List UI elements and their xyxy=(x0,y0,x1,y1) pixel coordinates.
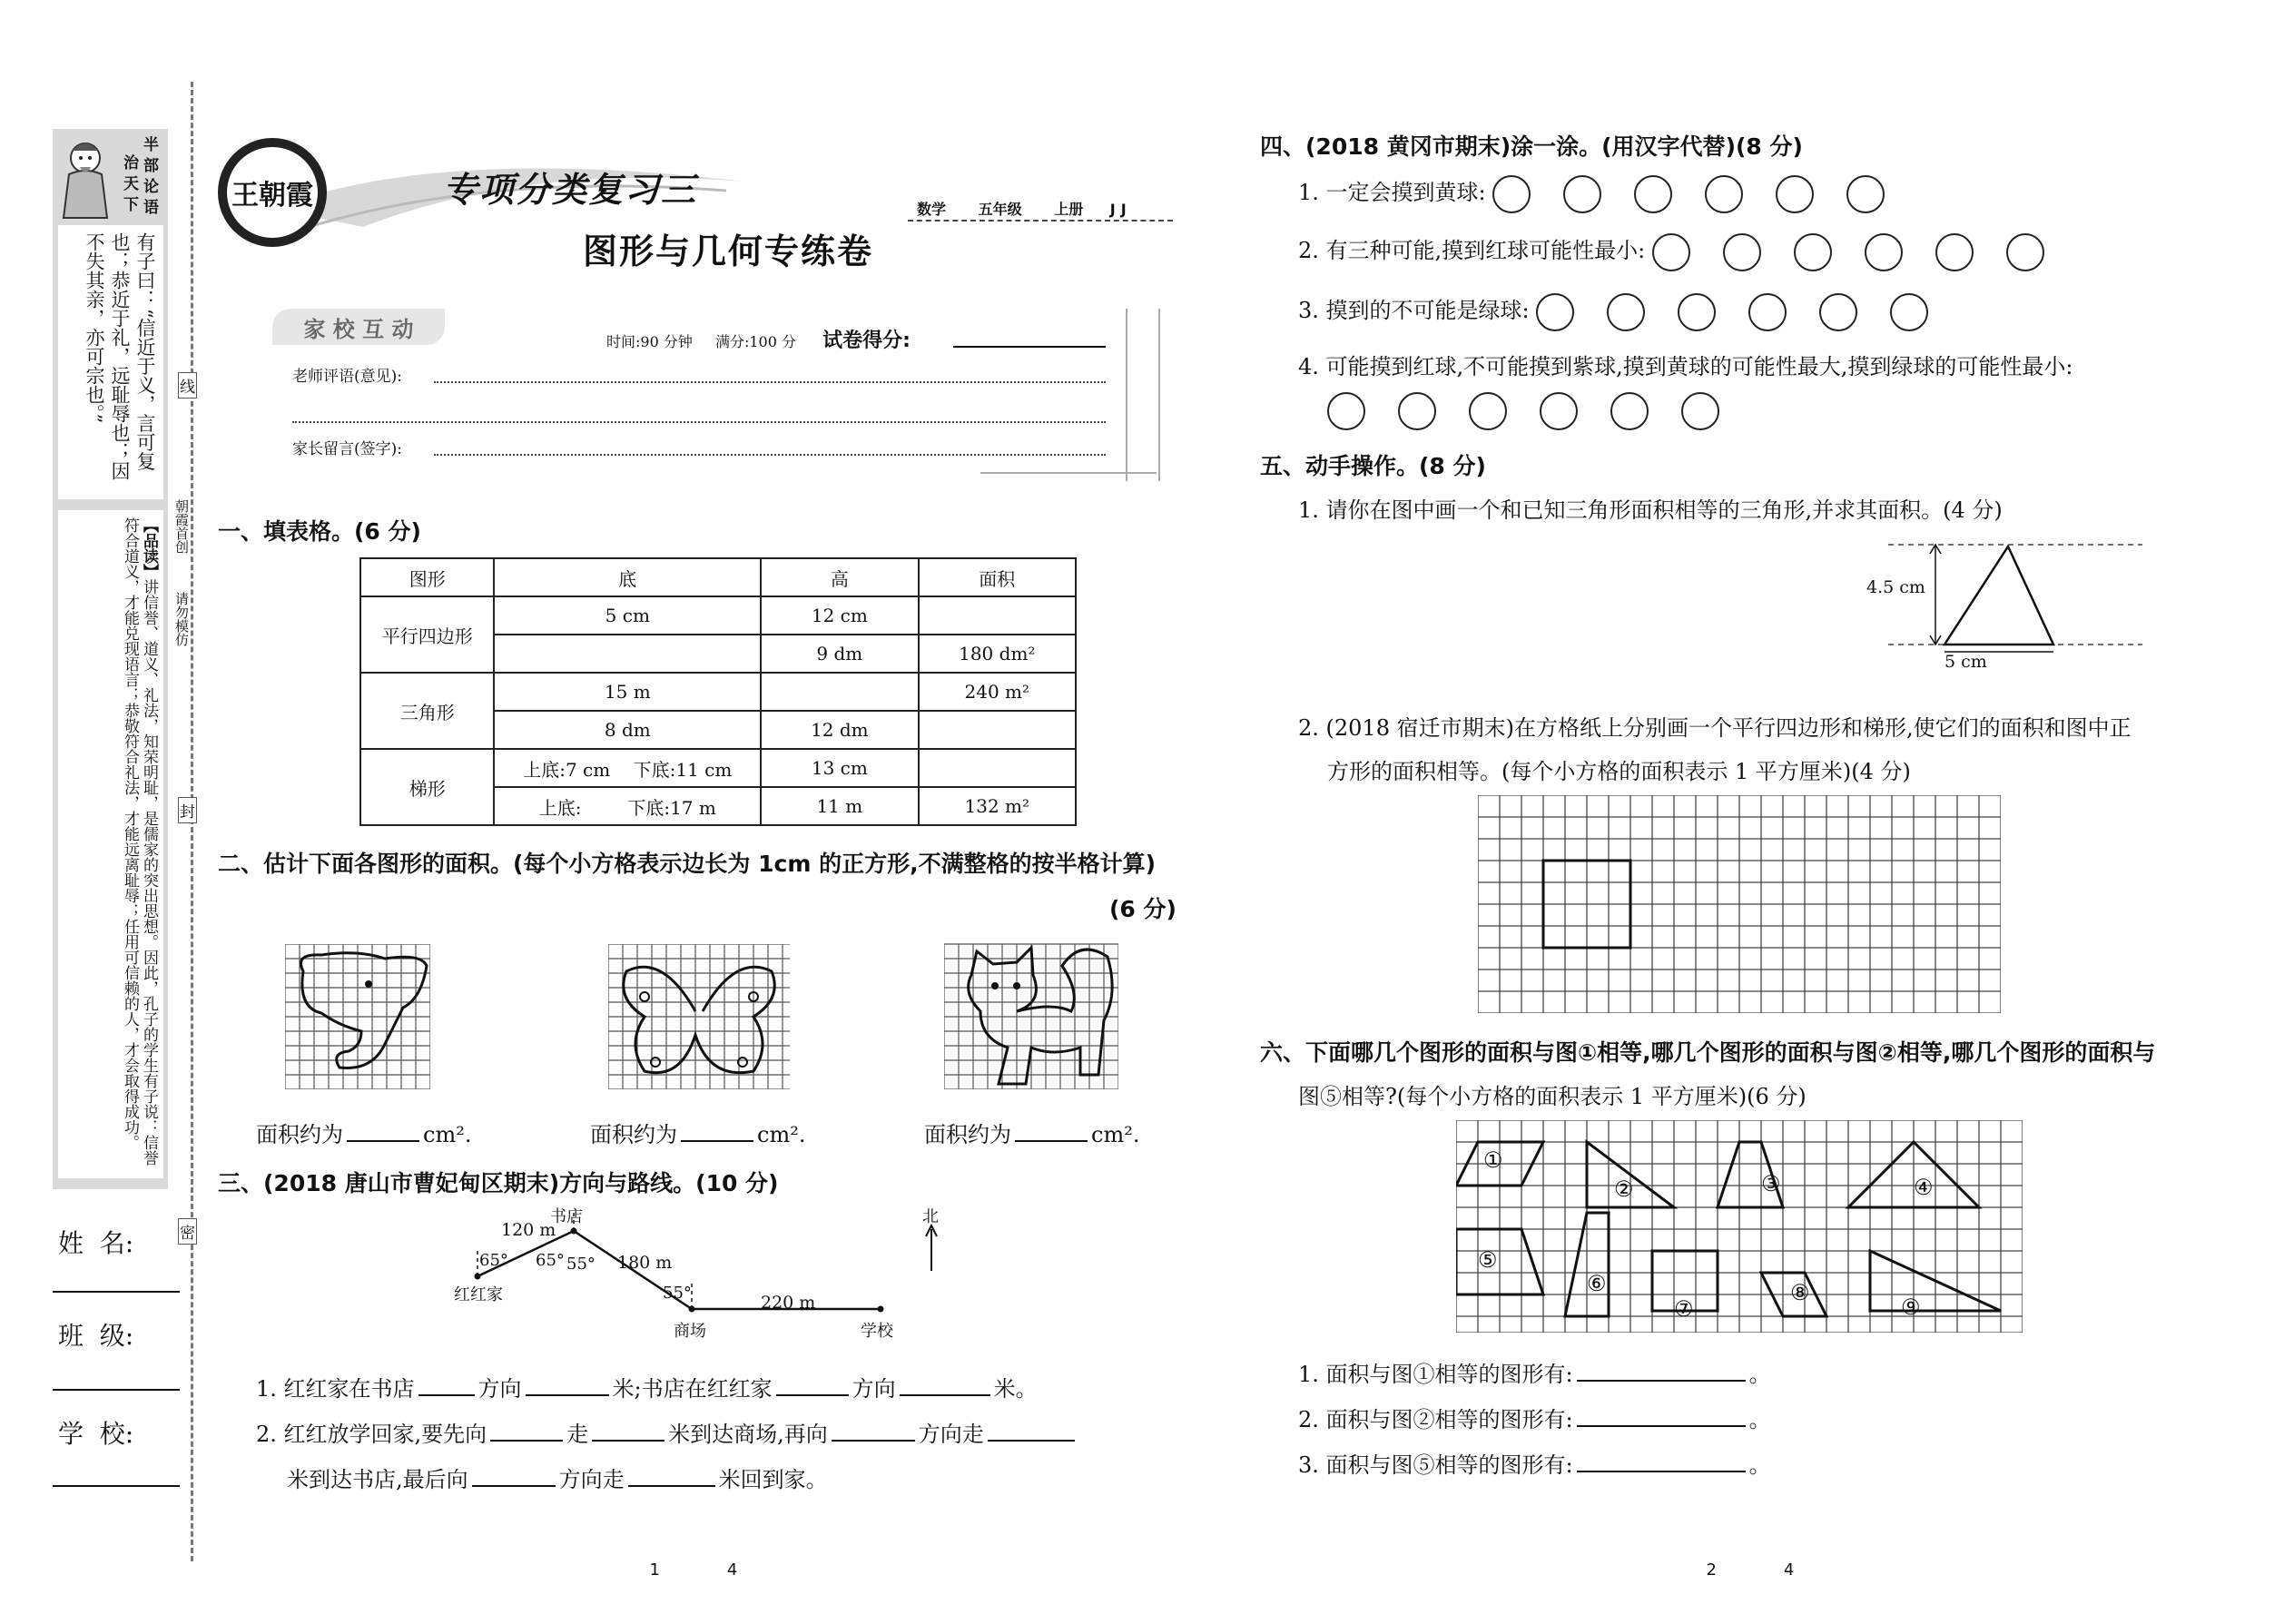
map-angle-1: 65° xyxy=(479,1251,508,1270)
shape-label-7: ⑦ xyxy=(1674,1296,1694,1322)
school-label: 学 校: xyxy=(58,1419,134,1449)
shapes-grid xyxy=(1456,1120,2023,1333)
ball[interactable] xyxy=(1723,233,1761,271)
q2-part-1: 2. 红红放学回家,要先向 xyxy=(256,1422,487,1447)
section5-heading: 五、动手操作。(8 分) xyxy=(1260,453,1486,479)
sidebar-quote xyxy=(64,232,158,496)
q1-part-4: 方向 xyxy=(852,1376,896,1402)
sidebar-pindu xyxy=(64,517,158,1171)
answer-unit: cm². xyxy=(1091,1122,1140,1147)
home-school-label: 家 校 互 动 xyxy=(303,315,414,342)
ball[interactable] xyxy=(1819,293,1857,331)
answer-unit: cm². xyxy=(757,1122,806,1147)
shape-label-4: ④ xyxy=(1914,1175,1934,1200)
q2-part-3: 米到达商场,再向 xyxy=(668,1422,828,1447)
sidebar-motto-1: 半部论语 xyxy=(140,136,158,220)
map-distance-3: 220 m xyxy=(761,1293,816,1313)
ball[interactable] xyxy=(1794,233,1832,271)
square-grid[interactable] xyxy=(1478,795,2001,1013)
q2-part-6: 方向走 xyxy=(558,1467,625,1492)
ball[interactable] xyxy=(1492,175,1531,213)
shape-label-5: ⑤ xyxy=(1478,1247,1498,1273)
ball[interactable] xyxy=(1681,392,1719,430)
school-input-line[interactable] xyxy=(53,1485,180,1487)
butterfly-grid xyxy=(608,944,790,1089)
answer-1-text: 1. 面积与图①相等的图形有: xyxy=(1298,1362,1573,1387)
header-frame-right xyxy=(1126,309,1160,481)
answer-unit: cm². xyxy=(423,1122,472,1147)
header-meta xyxy=(917,198,1132,219)
section5-q2a: 2. (2018 宿迁市期末)在方格纸上分别画一个平行四边形和梯形,使它们的面积和图中正 xyxy=(1298,715,2132,741)
table-row xyxy=(360,596,1076,635)
ball[interactable] xyxy=(1563,175,1601,213)
sidebar-quote-text: 有子曰：“信近于义，言可复也；恭近于礼，远耻辱也；因不失其亲，亦可宗也。” xyxy=(84,232,156,480)
ball[interactable] xyxy=(1776,175,1814,213)
triangle-height-label: 4.5 cm xyxy=(1866,577,1925,597)
table-cell[interactable]: 15 m xyxy=(494,673,761,711)
ball[interactable] xyxy=(1327,392,1365,430)
section4-item-4-balls xyxy=(1327,392,1752,430)
footer-left xyxy=(639,1541,737,1580)
map-distance-2: 180 m xyxy=(617,1253,673,1273)
ball[interactable] xyxy=(1935,233,1974,271)
ball[interactable] xyxy=(1536,293,1574,331)
map-home: 红红家 xyxy=(454,1285,503,1304)
shape-label-6: ⑥ xyxy=(1587,1271,1607,1296)
map-north: 北 xyxy=(922,1207,939,1226)
sidebar-motto-2: 治天下 xyxy=(120,154,138,217)
table-shape-cell: 梯形 xyxy=(360,749,494,825)
table-cell[interactable]: 11 m xyxy=(761,787,918,825)
footer-right-page: 2 xyxy=(1706,1560,1717,1580)
footer-left-total: 4 xyxy=(726,1560,738,1580)
section5-q1: 1. 请你在图中画一个和已知三角形面积相等的三角形,并求其面积。(4 分) xyxy=(1298,497,2003,523)
q1-part-5: 米。 xyxy=(993,1376,1038,1402)
exam-score-label: 试卷得分: xyxy=(822,330,911,352)
cat-answer xyxy=(924,1117,1139,1148)
meta-subject: 数学 xyxy=(917,201,947,218)
table-header: 图形 xyxy=(360,558,494,596)
class-label: 班 级: xyxy=(58,1321,134,1351)
table-cell[interactable] xyxy=(761,673,918,711)
section6-answer-1 xyxy=(1298,1356,1771,1388)
class-input-line[interactable] xyxy=(53,1389,180,1391)
elephant-drawing xyxy=(301,953,428,1068)
ball[interactable] xyxy=(1705,175,1743,213)
table-shape-cell: 三角形 xyxy=(360,673,494,749)
table-cell[interactable]: 180 dm² xyxy=(919,635,1076,673)
table-cell[interactable]: 240 m² xyxy=(919,673,1076,711)
section6-heading-a: 六、下面哪几个图形的面积与图①相等,哪几个图形的面积与图②相等,哪几个图形的面积与 xyxy=(1260,1039,2156,1066)
butterfly-answer xyxy=(590,1117,805,1148)
cut-mark-1: 线 xyxy=(178,372,197,399)
item-text: 2. 有三种可能,摸到红球可能性最小: xyxy=(1298,238,1646,263)
table-cell[interactable]: 5 cm xyxy=(494,596,761,635)
table-cell[interactable]: 12 dm xyxy=(761,711,918,749)
map-angle-3: 55° xyxy=(566,1255,596,1274)
q2-part-5: 米到达书店,最后向 xyxy=(287,1467,468,1492)
answer-prefix: 面积约为 xyxy=(924,1122,1011,1147)
sidebar-pindu-label: 【品读】 xyxy=(140,517,158,579)
table-header: 高 xyxy=(761,558,918,596)
q2-part-7: 米回到家。 xyxy=(718,1467,828,1492)
map-angle-4: 55° xyxy=(663,1284,692,1303)
ball[interactable] xyxy=(1678,293,1716,331)
ball[interactable] xyxy=(1865,233,1903,271)
q2-part-4: 方向走 xyxy=(918,1422,984,1447)
map-distance-1: 120 m xyxy=(501,1220,556,1240)
cat-grid xyxy=(944,939,1118,1089)
table-cell[interactable]: 12 cm xyxy=(761,596,918,635)
teacher-comment-label: 老师评语(意见): xyxy=(292,368,402,386)
elephant-grid xyxy=(285,944,430,1089)
q1-part-2: 方向 xyxy=(478,1376,522,1402)
answer-2-text: 2. 面积与图②相等的图形有: xyxy=(1298,1407,1573,1432)
section4-item-3 xyxy=(1298,292,1961,331)
map-bookstore: 书店 xyxy=(550,1207,583,1226)
section4-heading: 四、(2018 黄冈市期末)涂一涂。(用汉字代替)(8 分) xyxy=(1260,133,1803,160)
q1-blank-2[interactable] xyxy=(526,1373,609,1396)
table-header: 底 xyxy=(494,558,761,596)
cut-mark-3: 密 xyxy=(178,1218,197,1245)
parent-message-label: 家长留言(签字): xyxy=(292,440,402,458)
footer-left-page: 1 xyxy=(649,1560,660,1580)
shape-label-9: ⑨ xyxy=(1901,1294,1921,1320)
table-header: 面积 xyxy=(919,558,1076,596)
answer-prefix: 面积约为 xyxy=(590,1122,677,1147)
section3-heading: 三、(2018 唐山市曹妃甸区期末)方向与路线。(10 分) xyxy=(218,1170,779,1196)
answer-3-blank[interactable] xyxy=(1577,1449,1746,1472)
item-text: 3. 摸到的不可能是绿球: xyxy=(1298,298,1530,323)
table-header-row xyxy=(360,558,1076,596)
brand-name: 王朝霞 xyxy=(231,180,313,212)
ball[interactable] xyxy=(1634,175,1672,213)
triangle-base-label: 5 cm xyxy=(1944,652,1987,672)
section3-q2a xyxy=(256,1416,1078,1448)
section4-item-2 xyxy=(1298,232,2077,271)
elephant-answer-blank[interactable] xyxy=(347,1118,419,1142)
section3-q2b xyxy=(287,1462,828,1493)
home-school-badge xyxy=(272,309,445,345)
q2-blank-3[interactable] xyxy=(832,1418,915,1442)
section4-item-1 xyxy=(1298,174,1917,213)
copyright-1: 朝霞首创 xyxy=(173,499,190,554)
table-row xyxy=(360,673,1076,711)
table-cell[interactable]: 132 m² xyxy=(919,787,1076,825)
cat-drawing xyxy=(969,948,1112,1084)
cat-answer-blank[interactable] xyxy=(1015,1118,1088,1142)
ball[interactable] xyxy=(1540,392,1578,430)
q1-blank-1[interactable] xyxy=(418,1373,475,1396)
meta-term: 上册 xyxy=(1054,201,1084,218)
shape-label-3: ③ xyxy=(1761,1171,1781,1196)
section2-heading: 二、估计下面各图形的面积。(每个小方格表示边长为 1cm 的正方形,不满整格的按半格计算) xyxy=(218,851,1157,877)
q2-part-2: 走 xyxy=(566,1422,589,1447)
table-row xyxy=(360,749,1076,787)
table-shape-cell: 平行四边形 xyxy=(360,596,494,673)
section5-q2b: 方形的面积相等。(每个小方格的面积表示 1 平方厘米)(4 分) xyxy=(1327,759,1911,784)
table-cell[interactable]: 13 cm xyxy=(761,749,918,787)
name-label: 姓 名: xyxy=(58,1228,134,1258)
footer-right-total: 4 xyxy=(1783,1560,1795,1580)
meta-underline xyxy=(908,220,1173,221)
ball[interactable] xyxy=(1748,293,1787,331)
meta-edition: JJ xyxy=(1109,201,1132,218)
exam-full-score: 满分:100 分 xyxy=(714,333,796,350)
table-cell[interactable]: 8 dm xyxy=(494,711,761,749)
section6-answer-2 xyxy=(1298,1402,1771,1433)
answer-period: 。 xyxy=(1748,1362,1771,1387)
name-input-line[interactable] xyxy=(53,1291,180,1293)
cut-mark-2: 封 xyxy=(178,797,197,823)
shape-label-8: ⑧ xyxy=(1790,1280,1810,1305)
table-cell[interactable]: 上底:7 cm 下底:11 cm xyxy=(494,749,761,787)
q1-part-1: 1. 红红家在书店 xyxy=(256,1376,415,1402)
exam-time: 时间:90 分钟 xyxy=(606,333,693,350)
shape-label-1: ① xyxy=(1483,1147,1503,1173)
answer-prefix: 面积约为 xyxy=(256,1122,343,1147)
exam-info xyxy=(606,325,911,353)
butterfly-answer-blank[interactable] xyxy=(681,1118,753,1142)
map-angle-2: 65° xyxy=(536,1251,565,1270)
table-cell[interactable] xyxy=(919,749,1076,787)
answer-3-text: 3. 面积与图⑤相等的图形有: xyxy=(1298,1452,1573,1478)
ball[interactable] xyxy=(1610,392,1649,430)
q1-blank-3[interactable] xyxy=(776,1373,849,1396)
q2-blank-4[interactable] xyxy=(988,1418,1075,1442)
q2-blank-5[interactable] xyxy=(472,1463,556,1487)
q2-blank-1[interactable] xyxy=(490,1418,563,1442)
brand-logo xyxy=(218,138,327,247)
series-title: 专项分类复习三 xyxy=(443,169,698,210)
map-school: 学校 xyxy=(861,1322,893,1341)
triangle-figure xyxy=(1888,537,2142,655)
header-frame-bottom xyxy=(980,472,1157,474)
ball[interactable] xyxy=(1652,233,1690,271)
table-cell[interactable] xyxy=(919,711,1076,749)
sidebar-pindu-text: 讲信誉、道义、礼法，知荣明耻，是儒家的突出思想。因此，孔子的学生有子说：信誉符合道义，才能兑现语言；恭敬符合礼法，才能远离耻辱；任用可信赖的人，才会取得成功。 xyxy=(121,517,158,1166)
q2-blank-2[interactable] xyxy=(592,1418,665,1442)
ball[interactable] xyxy=(1607,293,1645,331)
table-cell[interactable] xyxy=(919,596,1076,635)
copyright-2: 请勿模仿 xyxy=(173,592,190,646)
ball[interactable] xyxy=(1398,392,1436,430)
meta-grade: 五年级 xyxy=(978,201,1022,218)
ball[interactable] xyxy=(1890,293,1928,331)
answer-period: 。 xyxy=(1748,1452,1771,1478)
ball[interactable] xyxy=(1469,392,1507,430)
butterfly-drawing xyxy=(624,967,775,1072)
answer-2-blank[interactable] xyxy=(1577,1403,1746,1427)
elephant-answer xyxy=(256,1117,471,1148)
section1-heading: 一、填表格。(6 分) xyxy=(218,518,421,545)
section6-answer-3 xyxy=(1298,1447,1771,1479)
table-cell[interactable]: 9 dm xyxy=(761,635,918,673)
section4-item-4: 4. 可能摸到红球,不可能摸到紫球,摸到黄球的可能性最大,摸到绿球的可能性最小: xyxy=(1298,354,2073,379)
footer-right xyxy=(1696,1541,1794,1580)
table-cell[interactable]: 上底: 下底:17 m xyxy=(494,787,761,825)
ball[interactable] xyxy=(1846,175,1885,213)
table-cell[interactable] xyxy=(494,635,761,673)
teacher-comment-line-2[interactable] xyxy=(292,421,1106,423)
q1-blank-4[interactable] xyxy=(900,1373,990,1396)
answer-period: 。 xyxy=(1748,1407,1771,1432)
exam-title: 图形与几何专练卷 xyxy=(583,231,874,271)
fill-table xyxy=(359,557,1077,826)
q1-part-3: 米;书店在红红家 xyxy=(612,1376,773,1402)
q2-blank-6[interactable] xyxy=(628,1463,715,1487)
score-input-line[interactable] xyxy=(953,346,1106,348)
section6-heading-b: 图⑤相等?(每个小方格的面积表示 1 平方厘米)(6 分) xyxy=(1298,1084,1807,1109)
map-mall: 商场 xyxy=(674,1322,706,1341)
teacher-comment-line-1[interactable] xyxy=(434,381,1106,383)
section2-points: (6 分) xyxy=(1109,896,1177,922)
section3-q1 xyxy=(256,1371,1038,1403)
item-text: 1. 一定会摸到黄球: xyxy=(1298,180,1486,205)
ball[interactable] xyxy=(2006,233,2044,271)
parent-message-line[interactable] xyxy=(434,454,1106,456)
answer-1-blank[interactable] xyxy=(1577,1358,1746,1382)
shape-label-2: ② xyxy=(1614,1176,1634,1202)
